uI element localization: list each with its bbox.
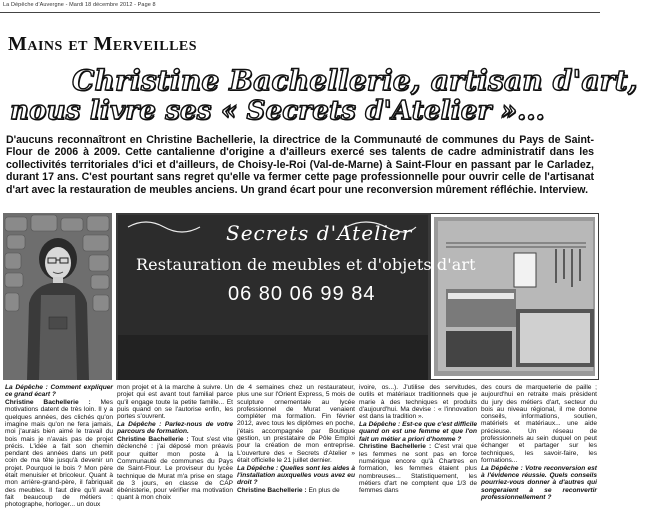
header-rule <box>0 12 600 13</box>
workshop-photo <box>116 213 599 380</box>
paragraph: des cours de marqueterie de paille ; aujourd'hui en retraite mais président du jury des métiers d'art, secteur du bois au niveau régional, il me donne conseils, informations, soutien, matériels et matériaux... une aide précieuse. Un réseau de professionnels au sein duquel on peut échanger et partager sur les techniques, les savoir-faire, les formations... <box>481 384 597 464</box>
paragraph: de 4 semaines chez un restaurateur, plus une sur l'Orient Express, 5 mois de sculpture ornementale au lycée professionnel de Murat venaient compléter ma formation. Fin février 2012, avec tous les diplômes en poche, j'étais accompagnée par Boutique gestion, un prestataire de Pôle Emploi pour la création de mon entreprise. L'ouverture des « Secrets d'Atelier » était officielle le 21 juillet dernier. <box>237 384 355 464</box>
sign-title: Secrets d'Atelier <box>226 221 413 245</box>
question: La Dépêche : Comment expliquer ce grand écart ? <box>5 384 113 399</box>
sign-subtitle: Restauration de meubles et d'objets d'art <box>136 255 476 274</box>
article-column-3 <box>237 384 355 500</box>
answer: Christine Bachellerie : Mes motivations datent de très loin. Il y a quelques années, des clichés qu'on imagine mais qu'on ne fera jamais, moi j'aurais bien aimé le travail du bois mais je n'avais pas de projet précis. L'idée a fait son chemin pendant des années dans un petit coin de ma tête jusqu'à devenir un projet. Pourquoi le bois ? Mon père était menuisier et bricoleur. Quant à mon arrière-grand-père, il fabriquait des meubles. Il faut dire qu'il avait fait beaucoup de métiers : photographe, horloger... un doux <box>5 399 113 509</box>
article-column-2 <box>117 384 233 500</box>
article-column-5 <box>481 384 597 500</box>
question: La Dépêche : Parlez-nous de votre parcours de formation. <box>117 420 233 436</box>
question: La Dépêche : Votre reconversion est à l'évidence réussie. Quels conseils pourriez-vous donner à d'autres qui songeraient à se reconvertir professionnellement ? <box>481 464 597 501</box>
headline-line-1: Christine Bachellerie, artisan d'art, <box>72 64 638 97</box>
article-body <box>0 384 600 509</box>
paragraph: ivoire, os...). J'utilise des servitudes, outils et matériaux traditionnels que je marie à des techniques et produits d'aujourd'hui. Ma devise : « l'innovation est dans la tradition ». <box>359 384 477 421</box>
sign-phone: 06 80 06 99 84 <box>228 283 376 305</box>
question: La Dépêche : Quelles sont les aides à l'installation auxquelles vous avez eu droit ? <box>237 464 355 487</box>
article-column-4 <box>359 384 477 500</box>
answer: Christine Bachellerie : C'est vrai que les femmes ne sont pas en force numérique encore qu'à Chartres en formation, les femmes étaient plus nombreuses... Statistiquement, les métiers d'art ne comptent que 1/3 de femmes dans <box>359 443 478 495</box>
article-column-1 <box>5 384 113 509</box>
paragraph: mon projet et à la marche à suivre. Un projet qui est avant tout familial parce qu'il engage toute la petite famille... Et puis quand on se l'autorise enfin, les portes s'ouvrent. <box>117 384 233 421</box>
headline-line-2: nous livre ses « Secrets d'Atelier »... <box>10 96 545 126</box>
section-title: Mains et Merveilles <box>8 33 198 55</box>
question: La Dépêche : Est-ce que c'est difficile quand on est une femme et que l'on fait un métier a priori d'homme ? <box>359 420 477 443</box>
portrait-photo <box>3 213 112 380</box>
page-header: La Dépêche d'Auvergne - Mardi 18 décembre 2012 - Page 8 <box>3 2 156 8</box>
answer: Christine Bachellerie : Tout s'est vite déclenché : j'ai déposé mon préavis pour quitter mon poste à la Communauté de communes du Pays de Saint-Flour. Le proviseur du lycée technique de Murat m'a prise en stage de 3 jours, en classe de CAP ébénisterie, pour vérifier ma motivation quant à mon choix <box>117 436 233 502</box>
lead-paragraph: D'aucuns reconnaîtront en Christine Bachellerie, la directrice de la Communauté de communes du Pays de Saint-Flour de 2006 à 2009. Cette cantalienne d'origine a d'ailleurs exercé ses talents de cadre administratif dans les collectivités territoriales d'ici et d'ailleurs, de Choisy-le-Roi (Val-de-Marne) à Saint-Flour en passant par le Carladez, durant 17 ans. C'est pourtant sans regret qu'elle va fermer cette page professionnelle pour ouvrir celle de l'artisanat d'art avec la restauration de meubles anciens. Un grand écart pour une reconversion mûrement réfléchie. Interview. <box>6 134 594 196</box>
answer: Christine Bachellerie : En plus de <box>237 487 340 495</box>
